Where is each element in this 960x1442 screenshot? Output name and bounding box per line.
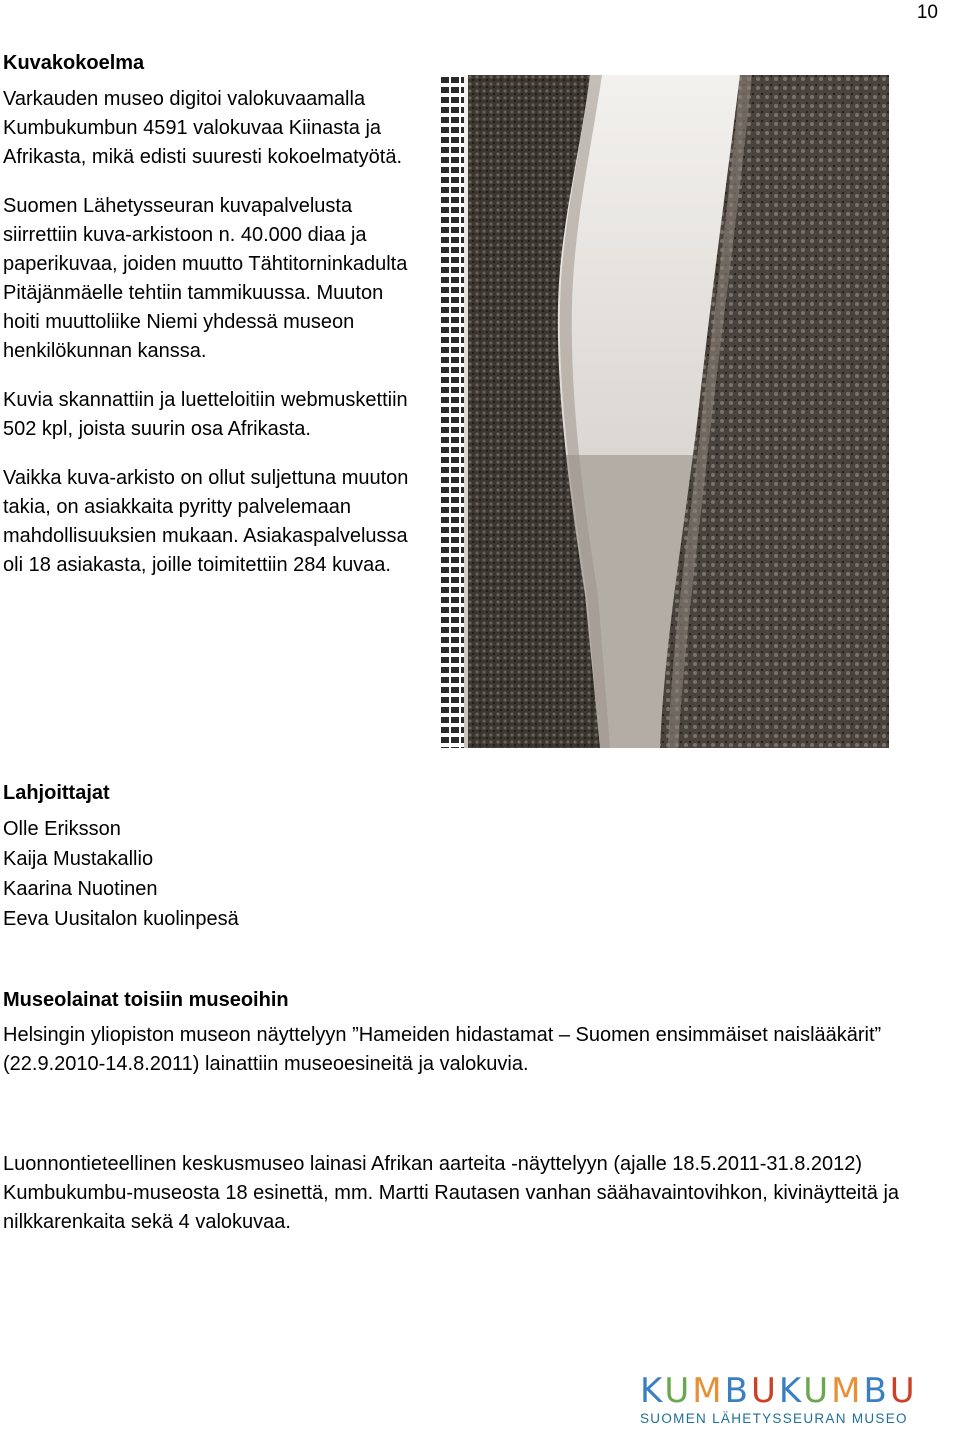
logo-letter: U	[889, 1371, 918, 1411]
logo-letter: B	[863, 1371, 890, 1411]
loan-paragraph: Helsingin yliopiston museon näyttelyyn ”Hameiden hidastamat – Suomen ensimmäiset naislääkärit” (22.9.2010-14.8.2011) lainattiin museoesineitä ja valokuvia.	[3, 1024, 882, 1075]
collection-paragraph: Suomen Lähetysseuran kuvapalvelusta siirrettiin kuva-arkistoon n. 40.000 diaa ja paperikuvaa, joiden muutto Tähtitorninkadulta Pitäjänmäelle tehtiin tammikuussa. Muuton hoiti muuttoliike Niemi yhdessä museon henkilökunnan kanssa.	[3, 195, 408, 362]
donors-heading: Lahjoittajat	[3, 782, 110, 804]
collection-paragraph: Vaikka kuva-arkisto on ollut suljettuna muuton takia, on asiakkaita pyritty palvelemaan mahdollisuuksien mukaan. Asiakaspalvelussa oli 18 asiakasta, joille toimitettiin 284 kuvaa.	[3, 467, 409, 576]
donor-name: Eeva Uusitalon kuolinpesä	[3, 908, 239, 930]
loans-section	[3, 987, 903, 1079]
gorge-photo-drawing	[440, 75, 889, 748]
donor-name: Kaarina Nuotinen	[3, 878, 158, 900]
logo-letter: K	[778, 1371, 804, 1411]
collection-paragraph: Varkauden museo digitoi valokuvaamalla Kumbukumbun 4591 valokuvaa Kiinasta ja Afrikasta, mikä edisti suuresti kokoelmatyötä.	[3, 88, 403, 168]
collection-paragraph: Kuvia skannattiin ja luetteloitiin webmuskettiin 502 kpl, joista suurin osa Afrikasta.	[3, 389, 408, 440]
logo-wordmark	[640, 1372, 940, 1410]
logo-letter: M	[831, 1371, 864, 1411]
logo-letter: K	[640, 1371, 665, 1411]
logo-letter: U	[803, 1371, 832, 1411]
donors-section	[3, 780, 903, 934]
logo-letter: U	[750, 1371, 779, 1411]
logo-letter: M	[692, 1371, 725, 1411]
page-number: 10	[916, 2, 938, 23]
donor-name: Kaija Mustakallio	[3, 848, 154, 870]
collection-heading: Kuvakokoelma	[3, 52, 145, 74]
loan-paragraph: Luonnontieteellinen keskusmuseo lainasi Afrikan aarteita -näyttelyyn (ajalle 18.5.2011-31.8.2012) Kumbukumbu-museosta 18 esinettä, mm. Martti Rautasen vanhan säähavaintovihkon, kivinäytteitä ja nilkkarenkaita sekä 4 valokuvaa.	[3, 1153, 900, 1233]
donor-name: Olle Eriksson	[3, 818, 121, 840]
logo-subtitle: SUOMEN LÄHETYSSEURAN MUSEO	[640, 1411, 908, 1426]
logo-letter: U	[664, 1371, 693, 1411]
collection-section	[3, 50, 423, 600]
loans-heading: Museolainat toisiin museoihin	[3, 989, 289, 1011]
logo-letter: B	[724, 1371, 751, 1411]
gorge-photograph	[440, 75, 889, 748]
kumbukumbu-logo	[640, 1372, 940, 1426]
